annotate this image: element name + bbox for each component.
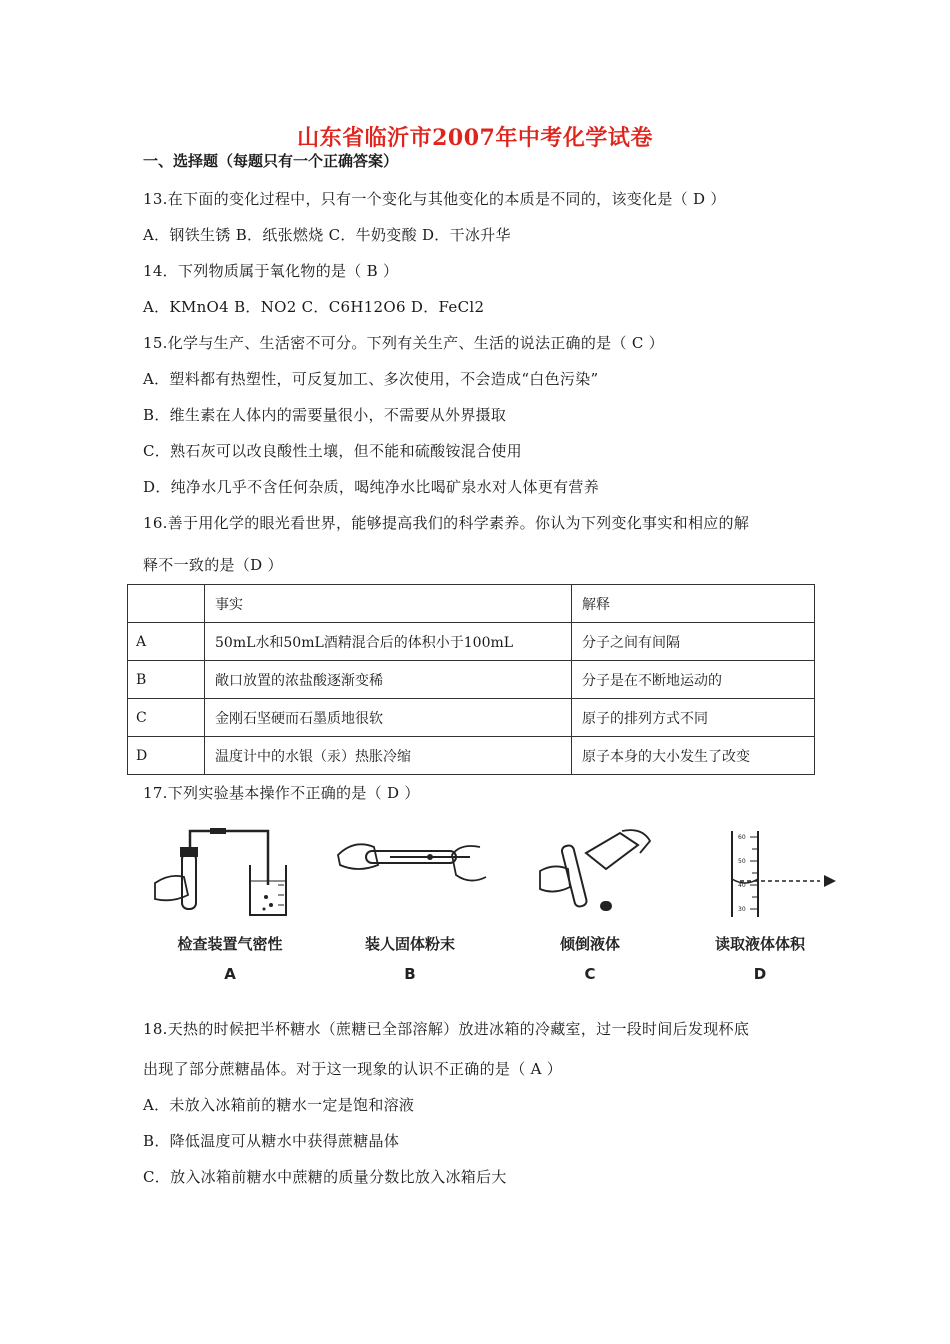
question-18-stem-line-1: 18.天热的时候把半杯糖水（蔗糖已全部溶解）放进冰箱的冷藏室，过一段时间后发现杯底: [143, 1020, 750, 1038]
figure-c-letter: C: [584, 965, 596, 983]
table-cell: D: [128, 737, 205, 775]
question-16-stem-line-2: 释不一致的是（D ）: [143, 556, 283, 574]
question-15-option-c: C．熟石灰可以改良酸性土壤，但不能和硫酸铵混合使用: [143, 442, 522, 460]
figure-a-caption: 检查装置气密性: [177, 935, 283, 953]
question-13-stem: 13.在下面的变化过程中，只有一个变化与其他变化的本质是不同的，该变化是（ D ）: [143, 190, 726, 208]
scale-mark: 30: [738, 906, 746, 913]
table-cell: 金刚石坚硬而石墨质地很软: [205, 699, 572, 737]
question-18-option-a: A．未放入冰箱前的糖水一定是饱和溶液: [143, 1096, 415, 1114]
figure-b-letter: B: [404, 965, 416, 983]
question-14-stem: 14．下列物质属于氧化物的是（ B ）: [143, 262, 399, 280]
table-cell: 分子之间有间隔: [572, 623, 815, 661]
figure-c-caption: 倾倒液体: [559, 935, 620, 953]
question-18-option-c: C．放入冰箱前糖水中蔗糖的质量分数比放入冰箱后大: [143, 1168, 507, 1186]
scale-mark: 50: [738, 858, 746, 865]
page-title: 山东省临沂市2007年中考化学试卷: [297, 125, 653, 151]
question-18-option-b: B．降低温度可从糖水中获得蔗糖晶体: [143, 1132, 400, 1150]
figure-a-letter: A: [224, 965, 236, 983]
question-13-options: A．钢铁生锈 B．纸张燃烧 C．牛奶变酸 D．干冰升华: [143, 226, 511, 244]
load-powder-illustration: [330, 825, 490, 925]
question-17-stem: 17.下列实验基本操作不正确的是（ D ）: [143, 784, 420, 802]
table-row: [128, 699, 815, 737]
table-cell: 原子的排列方式不同: [572, 699, 815, 737]
figure-d-caption: 读取液体体积: [714, 935, 805, 953]
facts-table: [127, 584, 815, 775]
question-15-option-a: A．塑料都有热塑性，可反复加工、多次使用，不会造成“白色污染”: [143, 370, 599, 388]
question-15-stem: 15.化学与生产、生活密不可分。下列有关生产、生活的说法正确的是（ C ）: [143, 334, 664, 352]
scale-mark: 60: [738, 834, 746, 841]
lab-operation-figures: [150, 825, 830, 990]
question-15-option-b: B．维生素在人体内的需要量很小，不需要从外界摄取: [143, 406, 507, 424]
figure-c: [510, 825, 670, 990]
table-row: [128, 737, 815, 775]
table-cell: 50mL水和50mL酒精混合后的体积小于100mL: [205, 623, 572, 661]
table-header-row: [128, 585, 815, 623]
figure-b: [330, 825, 490, 990]
table-cell: C: [128, 699, 205, 737]
scale-mark: 40: [738, 882, 746, 889]
figure-d-letter: D: [753, 965, 767, 983]
question-16-stem-line-1: 16.善于用化学的眼光看世界，能够提高我们的科学素养。你认为下列变化事实和相应的解: [143, 514, 750, 532]
airtightness-check-illustration: [150, 825, 310, 925]
table-row: [128, 623, 815, 661]
table-cell: [128, 585, 205, 623]
table-cell: B: [128, 661, 205, 699]
table-cell: 分子是在不断地运动的: [572, 661, 815, 699]
table-cell: A: [128, 623, 205, 661]
figure-d: [680, 825, 840, 990]
table-header-fact: 事实: [205, 585, 572, 623]
table-row: [128, 661, 815, 699]
table-cell: 原子本身的大小发生了改变: [572, 737, 815, 775]
table-header-explanation: 解释: [572, 585, 815, 623]
table-cell: 敞口放置的浓盐酸逐渐变稀: [205, 661, 572, 699]
read-volume-illustration: [680, 825, 840, 925]
question-15-option-d: D．纯净水几乎不含任何杂质，喝纯净水比喝矿泉水对人体更有营养: [143, 478, 600, 496]
pour-liquid-illustration: [510, 825, 670, 925]
figure-b-caption: 装人固体粉末: [364, 935, 455, 953]
section-heading: 一、选择题（每题只有一个正确答案）: [143, 152, 399, 170]
figure-a: [150, 825, 310, 990]
question-18-stem-line-2: 出现了部分蔗糖晶体。对于这一现象的认识不正确的是（ A ）: [143, 1060, 563, 1078]
table-cell: 温度计中的水银（汞）热胀冷缩: [205, 737, 572, 775]
question-14-options: A．KMnO4 B．NO2 C．C6H12O6 D．FeCl2: [143, 298, 485, 316]
